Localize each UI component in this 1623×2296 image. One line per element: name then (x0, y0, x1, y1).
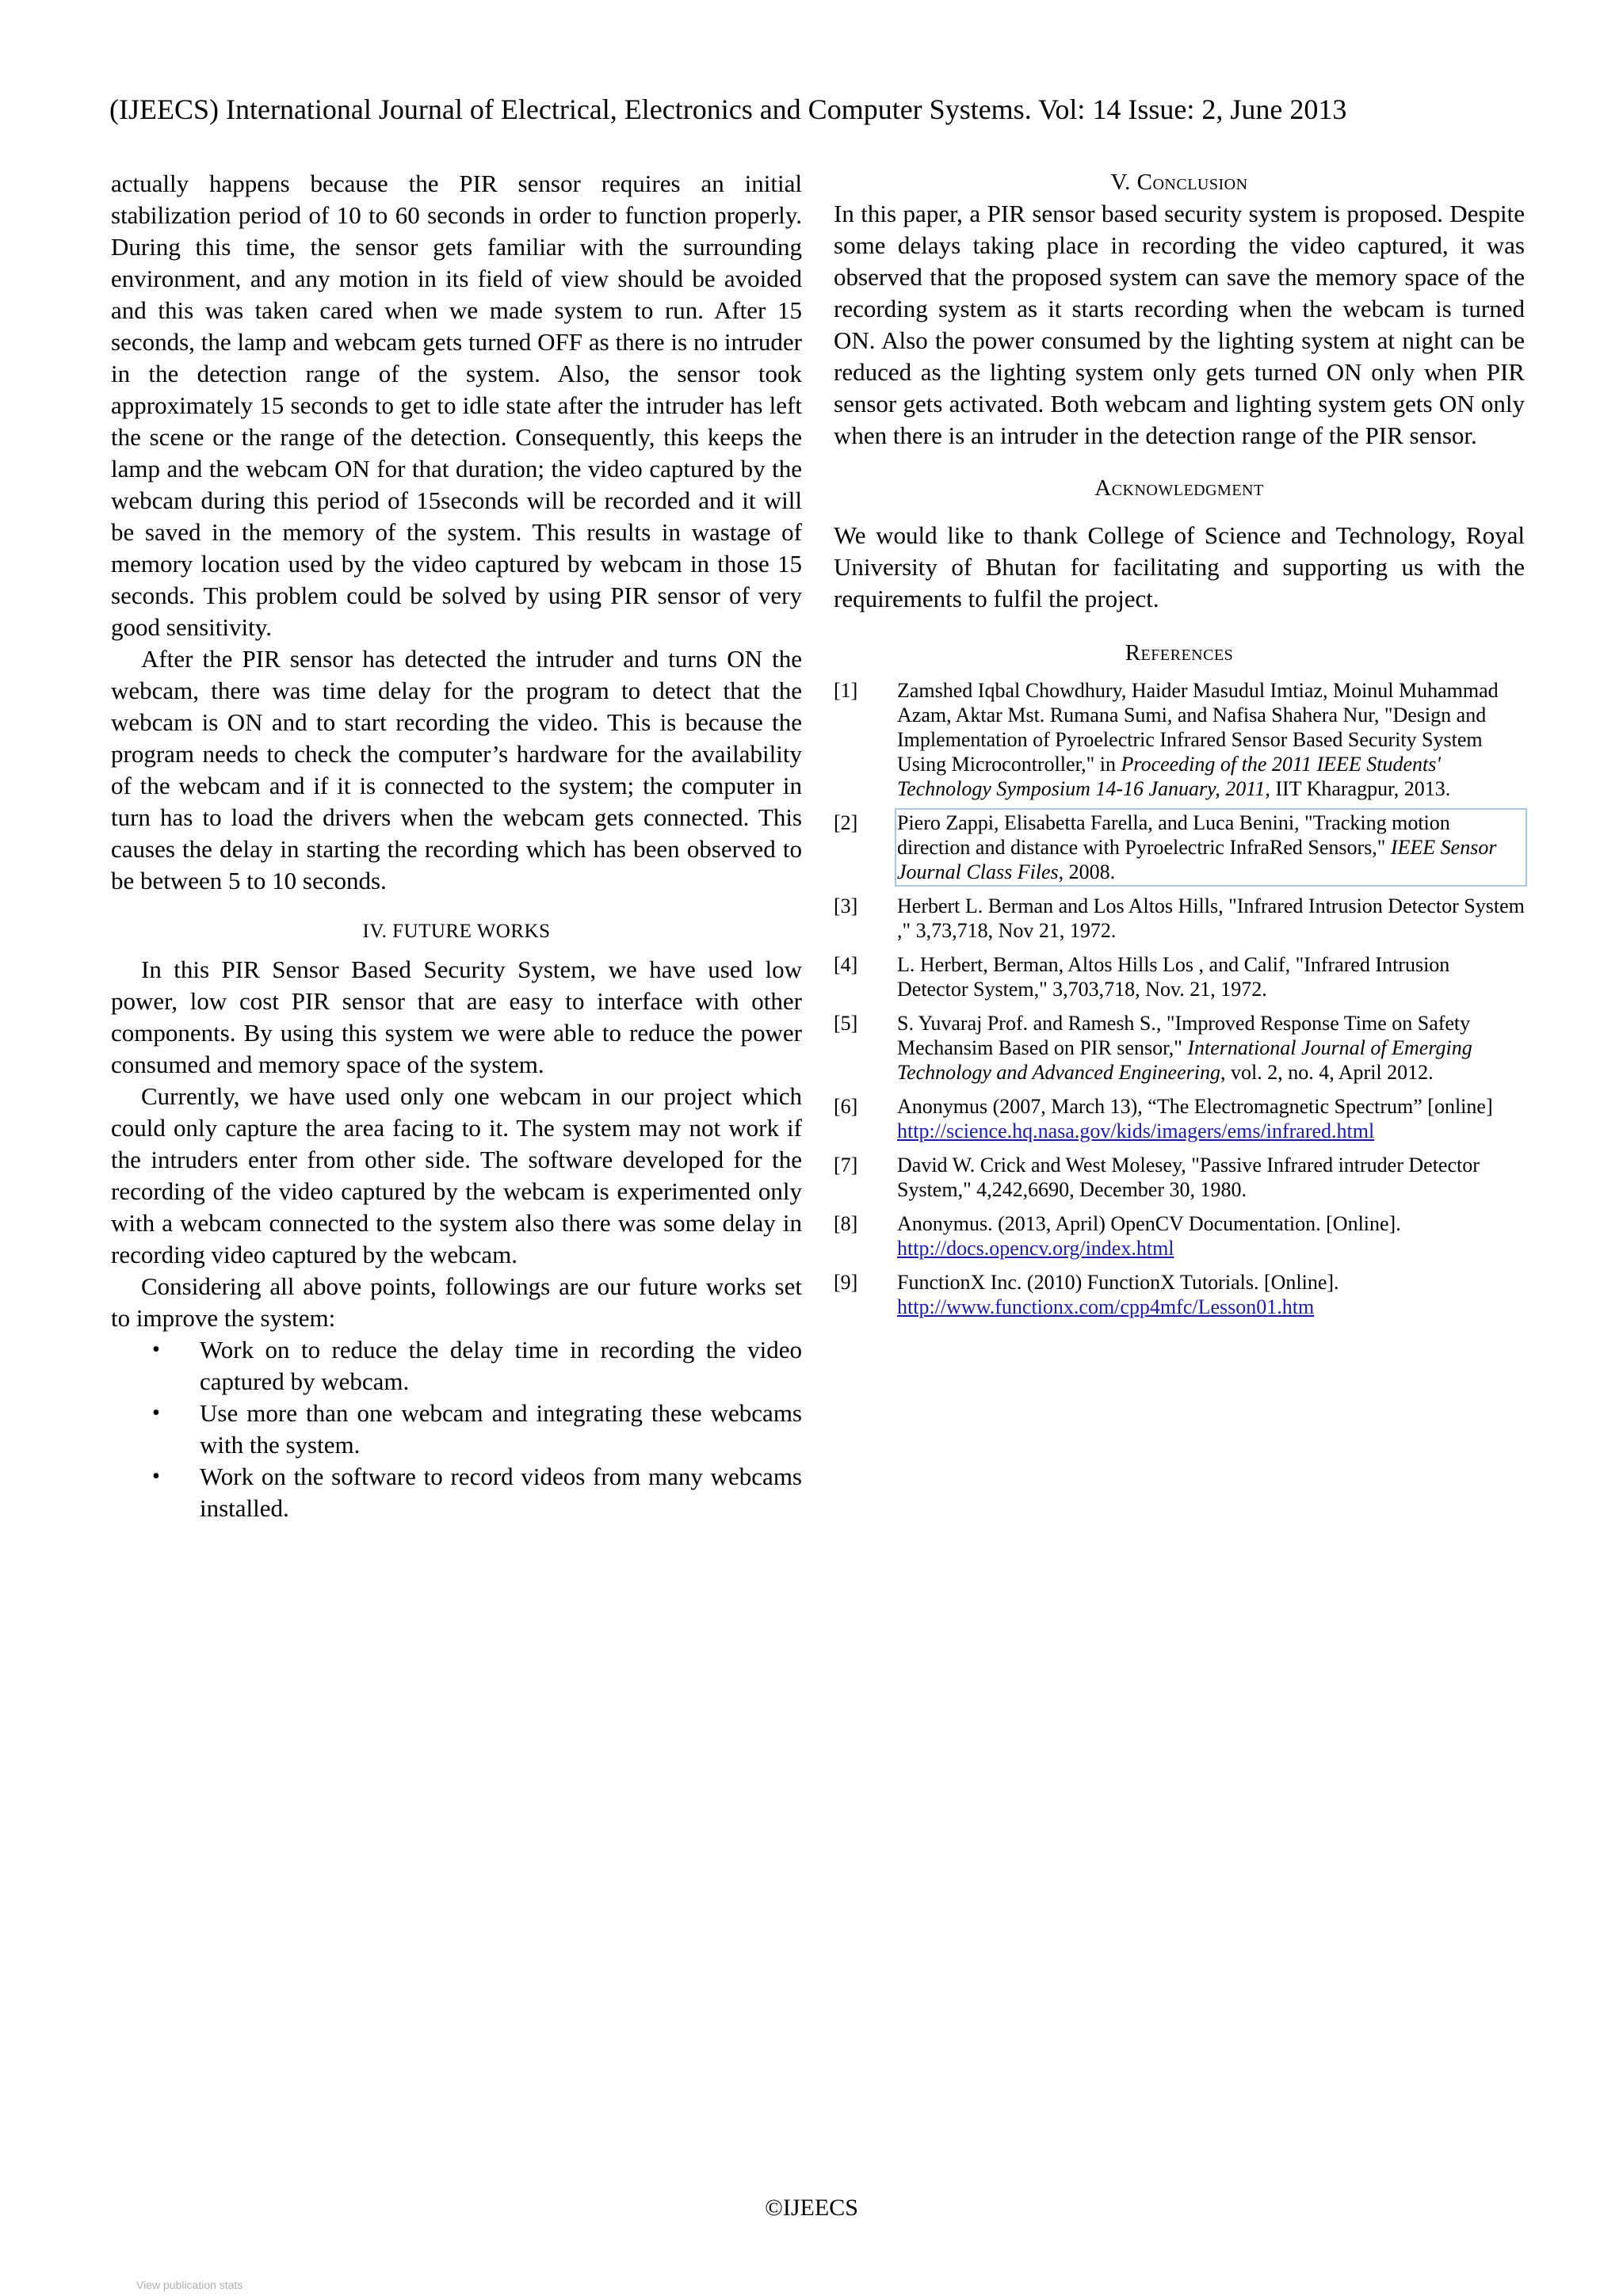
reference-tail: IIT Kharagpur, 2013. (1270, 777, 1451, 800)
reference-item (834, 952, 1525, 1001)
reference-number: [4] (834, 953, 858, 976)
reference-item (834, 1094, 1525, 1143)
left-column (111, 168, 802, 1524)
reference-item (834, 1011, 1525, 1085)
bullet-icon: • (152, 1337, 160, 1362)
right-column (834, 168, 1525, 1329)
reference-url-link[interactable]: http://science.hq.nasa.gov/kids/imagers/ems/infrared.html (897, 1119, 1375, 1142)
reference-item (834, 810, 1525, 884)
running-header: (IJEECS) International Journal of Electrical, Electronics and Computer Systems. Vol: 14 Issue: 2, June 2013 (109, 93, 1347, 125)
reference-text: FunctionX Inc. (2010) FunctionX Tutorials. [Online]. (897, 1271, 1339, 1294)
reference-item (834, 1211, 1525, 1261)
list-item-text: Work on the software to record videos from many webcams installed. (200, 1463, 802, 1522)
body-paragraph: After the PIR sensor has detected the intruder and turns ON the webcam, there was time delay for the program to detect that the webcam is ON and to start recording the video. This is because the program needs to check the computer’s hardware for the availability of the webcam and if it is connected to the system; the computer in turn has to load the drivers when the webcam gets connected. This causes the delay in starting the recording which has been observed to be between 5 to 10 seconds. (111, 645, 802, 894)
reference-number: [5] (834, 1012, 858, 1035)
reference-number: [2] (834, 811, 858, 834)
reference-item (834, 894, 1525, 943)
body-paragraph: Currently, we have used only one webcam in our project which could only capture the area facing to it. The system may not work if the intruders enter from other side. The software developed for the recording of the video captured by the webcam is experimented only with a webcam connected to the system also there was some delay in recording video captured by the webcam. (111, 1082, 802, 1268)
reference-number: [9] (834, 1271, 858, 1294)
bullet-icon: • (152, 1464, 160, 1489)
reference-item (834, 1153, 1525, 1202)
body-paragraph: In this PIR Sensor Based Security System, we have used low power, low cost PIR sensor that are easy to interface with other components. By using this system we were able to reduce the power consumed and memory space of the system. (111, 955, 802, 1078)
body-paragraph: actually happens because the PIR sensor requires an initial stabilization period of 10 to 60 seconds in order to function properly. During this time, the sensor gets familiar with the surrounding environment, and any motion in its field of view should be avoided and this was taken cared when we made system to run. After 15 seconds, the lamp and webcam gets turned OFF as there is no intruder in the detection range of the system. Also, the sensor took approximately 15 seconds to get to idle state after the intruder has left the scene or the range of the detection. Consequently, this keeps the lamp and the webcam ON for that duration; the video captured by the webcam during this period of 15seconds will be recorded and it will be saved in the memory of the system. This results in wastage of memory location used by the video captured by webcam in those 15 seconds. This problem could be solved by using PIR sensor of very good sensitivity. (111, 170, 802, 641)
list-item (111, 1461, 802, 1524)
acknowledgment-paragraph: We would like to thank College of Science and Technology, Royal University of Bhutan for facilitating and supporting us with the requirements to fulfil the project. (834, 521, 1525, 612)
reference-number: [8] (834, 1212, 858, 1235)
section-heading-acknowledgment: Acknowledgment (1094, 475, 1264, 501)
reference-url-link[interactable]: http://www.functionx.com/cpp4mfc/Lesson01.htm (897, 1295, 1315, 1318)
reference-text: Anonymus (2007, March 13), “The Electromagnetic Spectrum” [online] (897, 1095, 1493, 1118)
reference-venue: Proceeding of the 2011 IEEE Students' Technology Symposium 14-16 January, 2011, (897, 753, 1441, 800)
section-heading-future-works: IV. FUTURE WORKS (362, 921, 551, 942)
list-item-text: Work on to reduce the delay time in recording the video captured by webcam. (200, 1336, 802, 1395)
section-heading-conclusion: V. Conclusion (1110, 170, 1248, 195)
reference-link-box[interactable] (897, 810, 1525, 884)
footer-copyright: ©IJEECS (765, 2195, 858, 2221)
future-work-list (111, 1334, 802, 1524)
reference-tail: , 2008. (1058, 860, 1116, 883)
reference-number: [7] (834, 1154, 858, 1177)
reference-text: David W. Crick and West Molesey, "Passive Infrared intruder Detector System," 4,242,6690, December 30, 1980. (897, 1154, 1480, 1201)
list-item (111, 1398, 802, 1461)
conclusion-paragraph: In this paper, a PIR sensor based security system is proposed. Despite some delays taking place in recording the video captured, it was observed that the proposed system can save the memory space of the recording system as it starts recording when the webcam is turned ON. Also the power consumed by the lighting system at night can be reduced as the lighting system only gets turned ON only when PIR sensor gets activated. Both webcam and lighting system gets ON only when there is an intruder in the detection range of the PIR sensor. (834, 200, 1525, 449)
list-item (111, 1334, 802, 1398)
body-paragraph: Considering all above points, followings are our future works set to improve the system: (111, 1272, 802, 1332)
section-heading-references: References (1125, 640, 1234, 666)
reference-venue: IEEE Sensor Journal Class Files (897, 836, 1497, 883)
reference-text: Herbert L. Berman and Los Altos Hills, "Infrared Intrusion Detector System ," 3,73,718, Nov 21, 1972. (897, 894, 1525, 942)
reference-item (834, 678, 1525, 801)
bullet-icon: • (152, 1401, 160, 1425)
reference-item (834, 1270, 1525, 1319)
reference-url-link[interactable]: http://docs.opencv.org/index.html (897, 1237, 1174, 1260)
reference-tail: , vol. 2, no. 4, April 2012. (1220, 1061, 1434, 1084)
reference-list (834, 678, 1525, 1319)
reference-text: Piero Zappi, Elisabetta Farella, and Luca Benini, "Tracking motion direction and distance with Pyroelectric InfraRed Sensors," (897, 811, 1450, 859)
reference-number: [1] (834, 679, 858, 702)
reference-text: L. Herbert, Berman, Altos Hills Los , and Calif, "Infrared Intrusion Detector System," 3,703,718, Nov. 21, 1972. (897, 953, 1450, 1001)
view-publication-stats-link[interactable]: View publication stats (136, 2279, 243, 2291)
reference-number: [6] (834, 1095, 858, 1118)
reference-text: Zamshed Iqbal Chowdhury, Haider Masudul Imtiaz, Moinul Muhammad Azam, Aktar Mst. Rumana Sumi, and Nafisa Shahera Nur, "Design and Implementation of Pyroelectric Infrared Sensor Based Security System Using Microcontroller," in (897, 679, 1499, 776)
reference-text: Anonymus. (2013, April) OpenCV Documentation. [Online]. (897, 1212, 1401, 1235)
reference-text: S. Yuvaraj Prof. and Ramesh S., "Improved Response Time on Safety Mechansim Based on PIR sensor," (897, 1012, 1471, 1059)
reference-number: [3] (834, 894, 858, 917)
list-item-text: Use more than one webcam and integrating these webcams with the system. (200, 1399, 802, 1459)
reference-venue: International Journal of Emerging Technology and Advanced Engineering (897, 1036, 1472, 1084)
